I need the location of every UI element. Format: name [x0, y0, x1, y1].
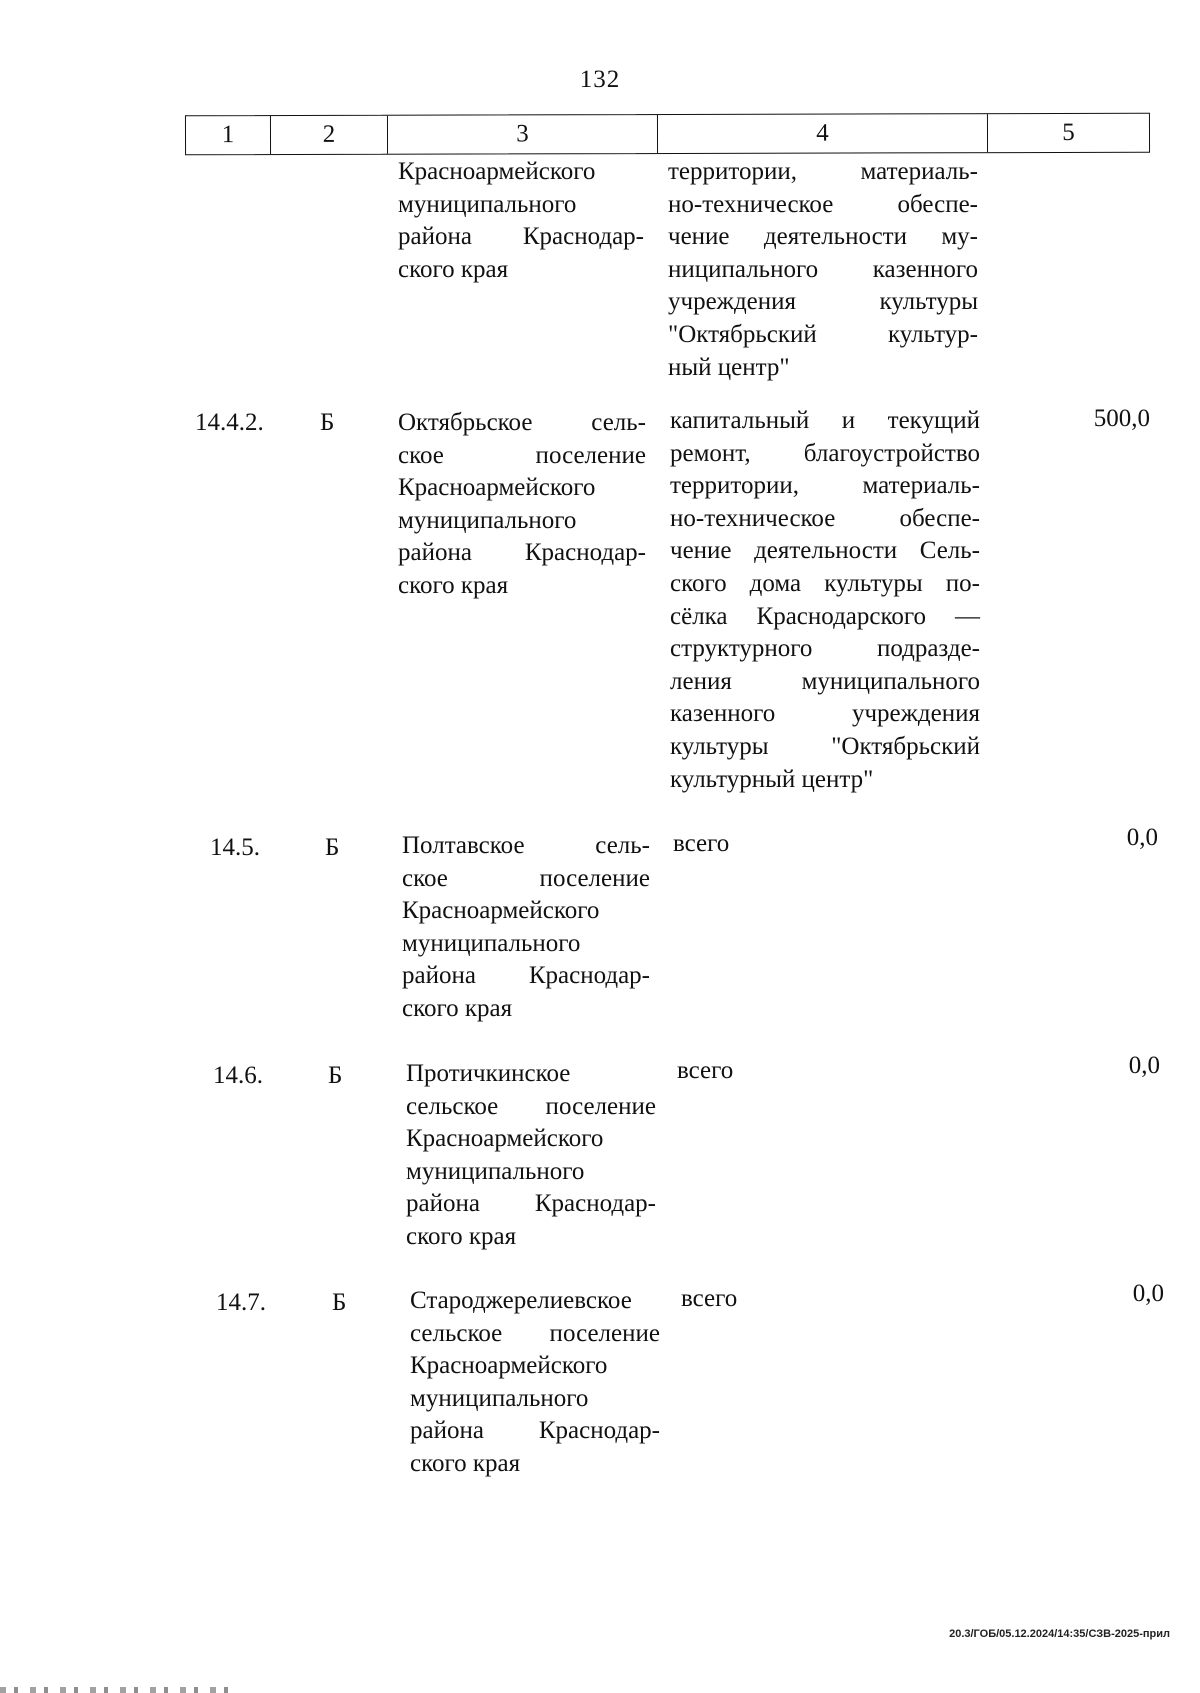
- text-line: всего: [681, 1285, 738, 1312]
- text-line: муниципального: [410, 1384, 589, 1412]
- text-line: культурный центр": [670, 765, 874, 793]
- header-cell-5: 5: [1062, 118, 1075, 146]
- header-cell-1: 1: [186, 116, 271, 154]
- text-line: Красноармейского: [398, 474, 596, 502]
- text-line: но-техническое обеспе-: [668, 190, 978, 218]
- page-number: 132: [579, 66, 621, 93]
- text-line: казенного учреждения: [670, 700, 980, 728]
- text-line: всего: [677, 1057, 734, 1084]
- text-line: района Краснодар-: [402, 962, 650, 990]
- row-description: [681, 1283, 991, 1316]
- text-line: Староджерелиевское: [410, 1287, 632, 1314]
- text-line: района Краснодар-: [398, 539, 646, 567]
- text-line: ремонт, благоустройство: [670, 439, 980, 467]
- row-number: 14.4.2.: [195, 409, 264, 436]
- row-amount: 0,0: [1132, 1280, 1164, 1307]
- text-line: ского края: [406, 1222, 517, 1250]
- text-line: ления муниципального: [670, 667, 980, 695]
- text-line: муниципального: [398, 190, 577, 218]
- row-letter: Б: [328, 1062, 343, 1089]
- row-settlement: [410, 1285, 660, 1481]
- text-line: района Краснодар-: [406, 1190, 656, 1218]
- text-line: Октябрьское сель-: [398, 409, 646, 436]
- text-line: ского края: [410, 1449, 521, 1477]
- text-line: муниципального: [402, 929, 581, 957]
- header-cell-2: 2: [271, 116, 388, 154]
- text-line: территории, материаль-: [670, 472, 980, 500]
- text-line: ского края: [398, 571, 509, 599]
- row-description: [673, 828, 983, 861]
- text-line: ского дома культуры по-: [670, 569, 980, 597]
- text-line: всего: [673, 830, 730, 857]
- text-line: ского края: [402, 994, 513, 1022]
- text-line: ское поселение: [402, 864, 650, 892]
- text-line: ское поселение: [398, 441, 646, 469]
- row-letter: Б: [332, 1289, 347, 1316]
- text-line: ный центр": [668, 353, 790, 381]
- text-line: района Краснодар-: [398, 223, 644, 251]
- text-line: района Краснодар-: [410, 1417, 660, 1445]
- row-settlement: [406, 1058, 656, 1254]
- header-cell-3: 3: [388, 115, 658, 154]
- continuation-col4: [668, 156, 978, 384]
- row-description: [677, 1055, 987, 1088]
- text-line: Красноармейского: [406, 1125, 604, 1153]
- text-line: муниципального: [406, 1157, 585, 1185]
- row-letter: Б: [320, 409, 335, 436]
- scan-edge-artifact: [0, 1687, 230, 1693]
- text-line: структурного подразде-: [670, 635, 980, 663]
- continuation-col3: [398, 156, 644, 286]
- text-line: Красноармейского: [410, 1352, 608, 1380]
- row-description: [670, 405, 980, 796]
- row-number: 14.7.: [216, 1289, 266, 1316]
- text-line: муниципального: [398, 506, 577, 534]
- text-line: чение деятельности Сель-: [670, 537, 980, 565]
- row-amount: 500,0: [1093, 405, 1150, 432]
- text-line: сельское поселение: [406, 1092, 656, 1120]
- text-line: территории, материаль-: [668, 158, 978, 185]
- text-line: Протичкинское: [406, 1060, 571, 1087]
- row-number: 14.6.: [213, 1062, 263, 1089]
- header-cell-4: 4: [658, 114, 988, 153]
- row-settlement: [398, 407, 646, 603]
- text-line: Красноармейского: [398, 158, 596, 185]
- row-number: 14.5.: [210, 834, 260, 861]
- row-settlement: [402, 830, 650, 1026]
- row-amount: 0,0: [1128, 1052, 1160, 1079]
- row-letter: Б: [325, 834, 340, 861]
- text-line: "Октябрьский культур-: [668, 320, 978, 348]
- text-line: сёлка Краснодарского —: [670, 602, 980, 630]
- text-line: чение деятельности му-: [668, 223, 978, 251]
- text-line: ниципального казенного: [668, 255, 978, 283]
- text-line: ского края: [398, 255, 509, 283]
- text-line: Красноармейского: [402, 897, 600, 925]
- row-amount: 0,0: [1126, 824, 1158, 851]
- text-line: культуры "Октябрьский: [670, 732, 980, 760]
- text-line: сельское поселение: [410, 1319, 660, 1347]
- text-line: капитальный и текущий: [670, 407, 980, 434]
- text-line: Полтавское сель-: [402, 832, 650, 859]
- table-header-row: [185, 113, 1150, 156]
- text-line: учреждения культуры: [668, 288, 978, 316]
- document-stamp: 20.3/ГОБ/05.12.2024/14:35/СЗВ-2025-прил: [949, 1628, 1170, 1640]
- text-line: но-техническое обеспе-: [670, 504, 980, 532]
